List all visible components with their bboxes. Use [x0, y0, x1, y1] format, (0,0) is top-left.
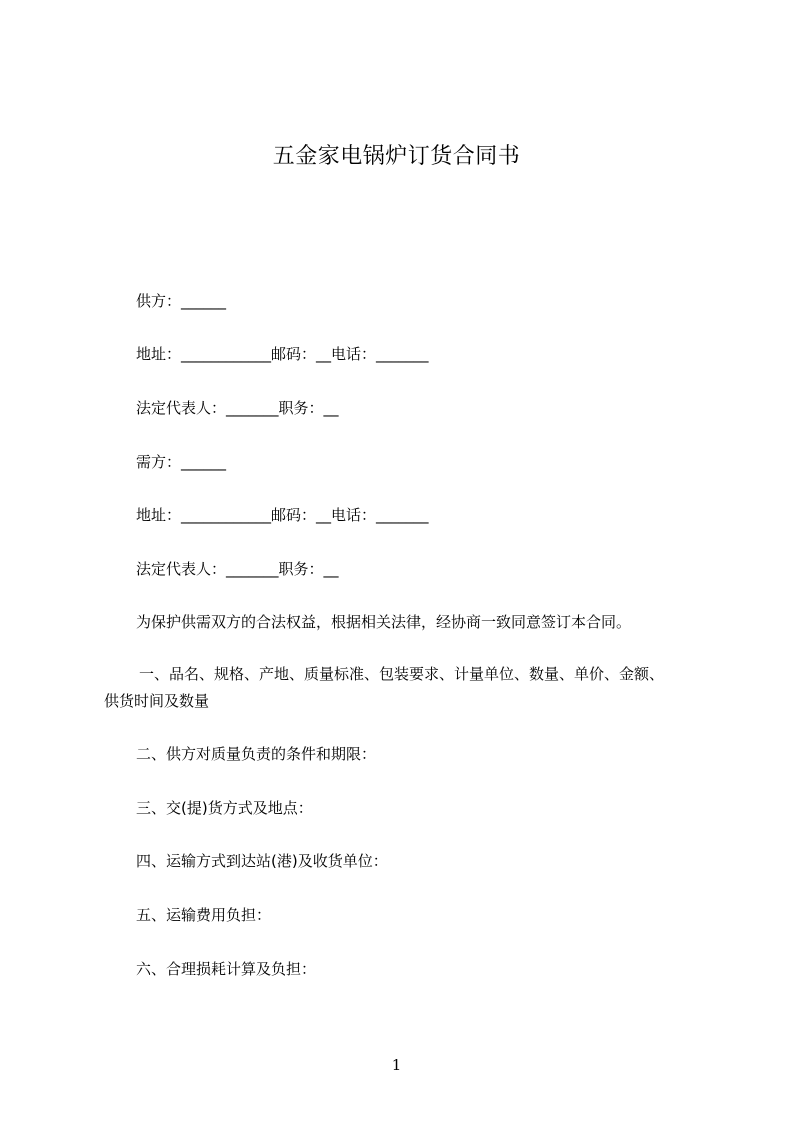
clause-6: 六、合理损耗计算及负担：	[136, 960, 317, 978]
buyer-address-line: 地址：____________邮码：__电话：_______	[136, 506, 429, 524]
clause-1-line-1: 一、品名、规格、产地、质量标准、包装要求、计量单位、数量、单价、金额、	[139, 665, 665, 683]
supplier-name-line: 供方：______	[136, 292, 227, 310]
clause-2: 二、供方对质量负责的条件和期限：	[136, 745, 377, 763]
buyer-representative-line: 法定代表人：_______职务：__	[136, 560, 339, 578]
preamble-paragraph: 为保护供需双方的合法权益，根据相关法律，经协商一致同意签订本合同。	[136, 613, 632, 631]
clause-5: 五、运输费用负担：	[136, 906, 272, 924]
document-title: 五金家电锅炉订货合同书	[272, 144, 521, 169]
page-number: 1	[391, 1056, 402, 1074]
clause-4: 四、运输方式到达站(港)及收货单位：	[136, 852, 388, 870]
supplier-address-line: 地址：____________邮码：__电话：_______	[136, 345, 429, 363]
clause-1-line-2: 供货时间及数量	[104, 692, 210, 710]
supplier-representative-line: 法定代表人：_______职务：__	[136, 399, 339, 417]
clause-3: 三、交(提)货方式及地点：	[136, 799, 313, 817]
buyer-name-line: 需方：______	[136, 453, 227, 471]
